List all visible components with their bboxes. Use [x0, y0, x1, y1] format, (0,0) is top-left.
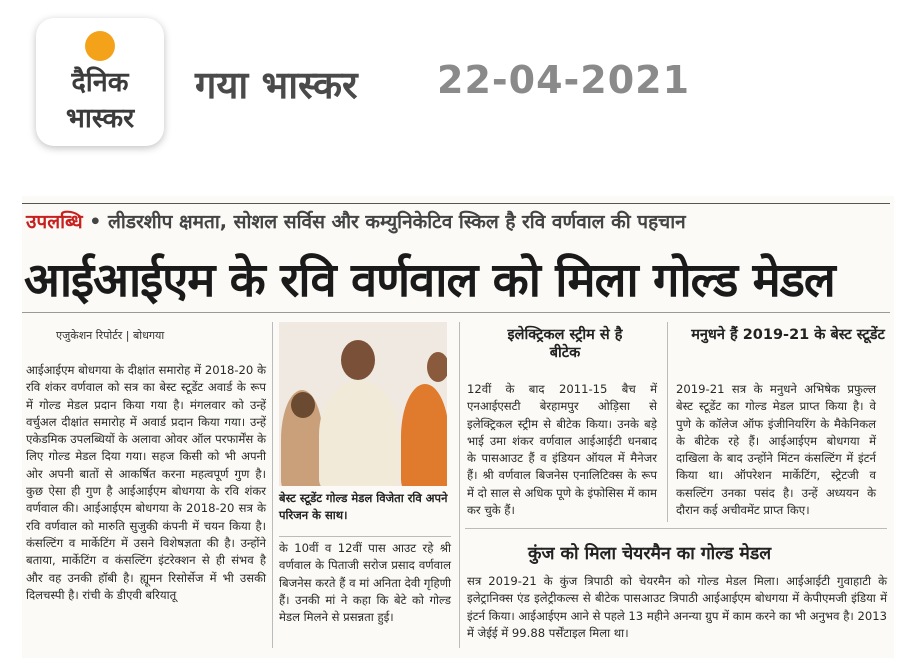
article-photo [279, 322, 447, 486]
photo-caption: बेस्ट स्टूडेंट गोल्ड मेडल विजेता रवि अपने परिजन के साथ। [279, 491, 448, 522]
column-divider [272, 322, 273, 648]
section2-body: 2019-21 सत्र के मनुधने अभिषेक प्रफुल्ल बेस्ट स्टूडेंट का गोल्ड मेडल प्राप्त किया है। वे पुणे के कॉलेज ऑफ इंजीनियरिंग के मैकेनिकल के बीटेक रहे हैं। आईआईएम बोधगया में दाखिला के बाद उन्होंने मिंटन कंसल्टिंग में इंटर्न किया था। ऑपरेशन मार्केटिंग, स्ट्रेटजी व कसल्टिंग उनका पसंद है। उन्हें अध्ययन के दौरान कई अचीवमेंट प्राप्त किए। [676, 382, 876, 518]
caption-rule [279, 536, 451, 537]
section-rule [465, 528, 887, 529]
top-rule [22, 203, 890, 204]
logo-line1: दैनिक [71, 67, 129, 98]
photo-head-right [427, 352, 447, 382]
photo-figure-right [401, 384, 447, 486]
column-divider [667, 322, 668, 522]
logo-line2: भास्कर [65, 103, 135, 134]
edition-date: 22-04-2021 [437, 58, 691, 102]
article-headline: आईआईएम के रवि वर्णवाल को मिला गोल्ड मेडल [24, 253, 835, 308]
article-kicker [26, 208, 686, 234]
edition-title: गया भास्कर [195, 63, 358, 107]
byline: एजुकेशन रिपोर्टर | बोधगया [56, 329, 165, 342]
headline-rule [22, 312, 890, 313]
kicker-label: उपलब्धि [26, 211, 83, 233]
body-column-main: आईआईएम बोधगया के दीक्षांत समारोह में 2018-20 के रवि शंकर वर्णवाल को सत्र का बेस्ट स्टूडेंट अवार्ड के रूप में गोल्ड मेडल प्रदान किया गया है। मंगलवार को उन्हें वर्चुअल दीक्षांत समारोह में अवार्ड प्रदान किया गया। उन्हें एकेडमिक उपलब्धियों के अलावा ओवर ऑल परफार्मेंस के लिए गोल्ड मेडल दिया गया। सहज किसी को भी अपनी ओर अपनी बातों से आकर्षित करना महत्वपूर्ण गुण है। कुछ ऐसा ही गुण है आईआईएम बोधगया के रवि शंकर वर्णवाल की। आईआईएम बोधगया के 2018-20 सत्र के रवि वर्णवाल को मारुति सुजुकी कंपनी में चयन किया है। कंसल्टिंग व मार्केटिंग में उसने विशेषज्ञता की है। उन्होंने बताया, मार्केटिंग व कंसल्टिंग इंटरेक्शन से ही संभव है और वह उनकी हॉबी है। ह्यूमन रिसोर्सेज में भी उसकी दिलचस्पी है। रांची के डीएवी बरियातू [26, 363, 266, 602]
kicker-text: • लीडरशीप क्षमता, सोशल सर्विस और कम्युनिकेटिव स्किल है रवि वर्णवाल की पहचान [82, 211, 686, 233]
section1-body: 12वीं के बाद 2011-15 बैच में एनआईएसटी बेरहामपुर ओड़िसा से इलेक्ट्रिकल स्ट्रीम से बीटेक किया। उनके बड़े भाई उमा शंकर वर्णवाल आईआईटी धनबाद के पासआउट हैं व इंडियन ऑयल में मैनेजर हैं। श्री वर्णवाल बिजनेस एनालिटिक्स के रूप में दो साल से अधिक पूणे के इंफोसिस में काम कर चुके हैं। [467, 382, 657, 518]
photo-head-center [341, 340, 375, 380]
section3-body: सत्र 2019-21 के कुंज त्रिपाठी को चेयरमैन को गोल्ड मेडल मिला। आईआईटी गुवाहाटी के इलेट्रानिक्स एंड इलेट्रीकल्स से बीटेक पासआउट त्रिपाठी आईआईएम बोधगया में केपीएमजी इंडिया में इंटर्न किया। आईआईएम आने से पहले 13 महीने अनन्या ग्रुप में काम करने का भी अनुभव है। 2013 में जेईई में 99.88 पर्सेंटाइल मिला था। [467, 574, 887, 640]
section2-heading: मनुधने हैं 2019-21 के बेस्ट स्टूडेंट [691, 327, 885, 343]
body-column-photo: के 10वीं व 12वीं पास आउट रहे श्री वर्णवाल के पिताजी सरोज प्रसाद वर्णवाल बिजनेस करते हैं व मां अनिता देवी गृहिणी हैं। उनकी मां ने कहा कि बेटे को गोल्ड मेडल मिलने से प्रसन्नता हुई। [279, 541, 451, 625]
photo-figure-center [319, 380, 399, 486]
masthead-bar [0, 0, 904, 165]
photo-head-left [291, 392, 315, 418]
dainik-bhaskar-logo[interactable] [36, 18, 164, 146]
section3-heading: कुंज को मिला चेयरमैन का गोल्ड मेडल [528, 544, 772, 564]
sun-icon [85, 31, 115, 61]
section1-heading: इलेक्ट्रिकल स्ट्रीम से है बीटेक [507, 327, 623, 361]
column-divider [459, 322, 460, 648]
